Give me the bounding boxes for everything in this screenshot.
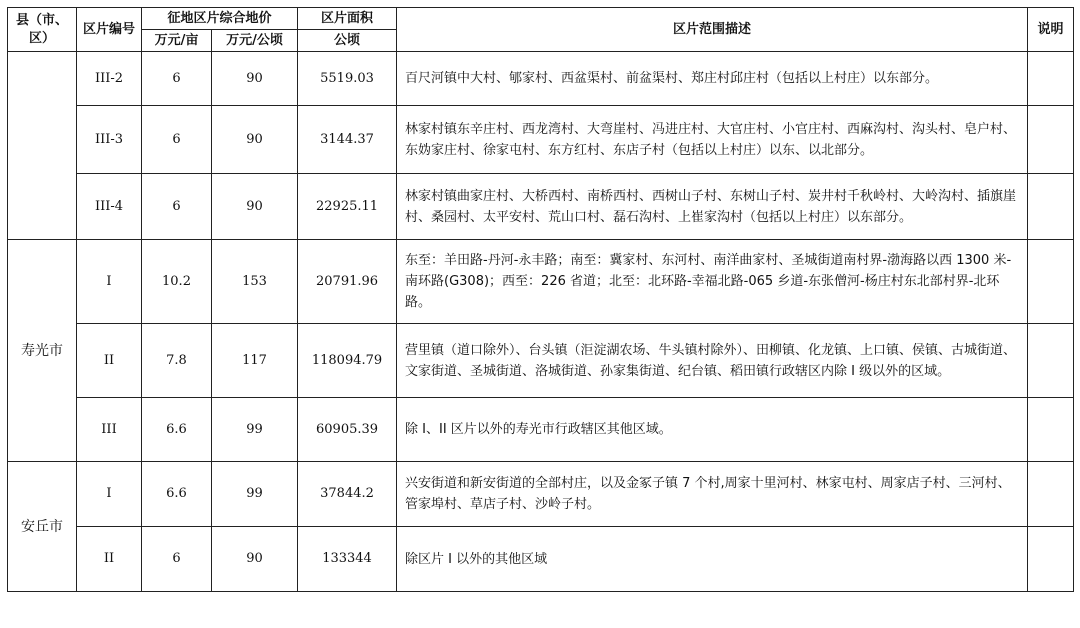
price-ha-cell: 153 — [212, 240, 298, 324]
note-cell — [1028, 462, 1074, 527]
price-mu-cell: 7.8 — [142, 324, 212, 398]
zone-cell: II — [77, 324, 142, 398]
note-cell — [1028, 527, 1074, 592]
description-cell: 除区片 I 以外的其他区域 — [397, 527, 1028, 592]
area-cell: 3144.37 — [298, 106, 397, 174]
description-cell: 东至：羊田路-丹河-永丰路；南至：冀家村、东河村、南洋曲家村、圣城街道南村界-渤海路以西 1300 米-南环路(G308)；西至：226 省道；北至：北环路-幸福北路-065 乡道-东张僧河-杨庄村东北部村界-北环路。 — [397, 240, 1028, 324]
table-row — [8, 52, 1074, 106]
price-ha-cell: 90 — [212, 106, 298, 174]
header-row-1 — [8, 8, 1074, 30]
county-cell — [8, 52, 77, 240]
description-cell: 兴安街道和新安街道的全部村庄，以及金冢子镇 7 个村,周家十里河村、林家屯村、周家店子村、三河村、管家埠村、草店子村、沙岭子村。 — [397, 462, 1028, 527]
price-ha-cell: 90 — [212, 174, 298, 240]
zone-cell: I — [77, 240, 142, 324]
note-cell — [1028, 398, 1074, 462]
price-per-hectare-header: 万元/公顷 — [212, 30, 298, 52]
description-cell: 林家村镇东辛庄村、西龙湾村、大弯崖村、冯进庄村、大官庄村、小官庄村、西麻沟村、沟头村、皂户村、东妫家庄村、徐家屯村、东方红村、东店子村（包括以上村庄）以东、以北部分。 — [397, 106, 1028, 174]
description-header: 区片范围描述 — [397, 8, 1028, 52]
zone-cell: III-4 — [77, 174, 142, 240]
price-ha-cell: 90 — [212, 52, 298, 106]
price-ha-cell: 90 — [212, 527, 298, 592]
description-cell: 营里镇（道口除外）、台头镇（洰淀湖农场、牛头镇村除外）、田柳镇、化龙镇、上口镇、侯镇、古城街道、文家街道、圣城街道、洛城街道、孙家集街道、纪台镇、稻田镇行政辖区内除 I 级以外的区域。 — [397, 324, 1028, 398]
price-mu-cell: 6.6 — [142, 462, 212, 527]
note-cell — [1028, 106, 1074, 174]
price-per-mu-header: 万元/亩 — [142, 30, 212, 52]
area-cell: 5519.03 — [298, 52, 397, 106]
county-cell: 安丘市 — [8, 462, 77, 592]
price-mu-cell: 6 — [142, 52, 212, 106]
note-cell — [1028, 52, 1074, 106]
area-cell: 133344 — [298, 527, 397, 592]
note-cell — [1028, 324, 1074, 398]
price-ha-cell: 117 — [212, 324, 298, 398]
zone-cell: III — [77, 398, 142, 462]
price-ha-cell: 99 — [212, 462, 298, 527]
description-cell: 林家村镇曲家庄村、大桥西村、南桥西村、西树山子村、东树山子村、炭井村千秋岭村、大岭沟村、插旗崖村、桑园村、太平安村、荒山口村、磊石沟村、上崔家沟村（包括以上村庄）以东部分。 — [397, 174, 1028, 240]
county-cell: 寿光市 — [8, 240, 77, 462]
zone-cell: III-2 — [77, 52, 142, 106]
description-cell: 百尺河镇中大村、郇家村、西盆渠村、前盆渠村、郑庄村邱庄村（包括以上村庄）以东部分。 — [397, 52, 1028, 106]
price-mu-cell: 10.2 — [142, 240, 212, 324]
note-cell — [1028, 174, 1074, 240]
price-ha-cell: 99 — [212, 398, 298, 462]
table-row — [8, 106, 1074, 174]
land-price-table — [7, 7, 1074, 592]
table-row — [8, 240, 1074, 324]
area-cell: 37844.2 — [298, 462, 397, 527]
area-header: 区片面积 — [298, 8, 397, 30]
zone-cell: III-3 — [77, 106, 142, 174]
price-mu-cell: 6 — [142, 527, 212, 592]
price-group-header: 征地区片综合地价 — [142, 8, 298, 30]
zone-cell: I — [77, 462, 142, 527]
area-cell: 60905.39 — [298, 398, 397, 462]
table-row — [8, 527, 1074, 592]
description-cell: 除 I、II 区片以外的寿光市行政辖区其他区域。 — [397, 398, 1028, 462]
note-cell — [1028, 240, 1074, 324]
area-cell: 118094.79 — [298, 324, 397, 398]
table-row — [8, 174, 1074, 240]
note-header: 说明 — [1028, 8, 1074, 52]
area-cell: 20791.96 — [298, 240, 397, 324]
zone-cell: II — [77, 527, 142, 592]
area-cell: 22925.11 — [298, 174, 397, 240]
price-mu-cell: 6 — [142, 106, 212, 174]
price-mu-cell: 6 — [142, 174, 212, 240]
table-row — [8, 462, 1074, 527]
area-unit-header: 公顷 — [298, 30, 397, 52]
zone-number-header: 区片编号 — [77, 8, 142, 52]
price-mu-cell: 6.6 — [142, 398, 212, 462]
table-row — [8, 398, 1074, 462]
county-header: 县（市、区） — [8, 8, 77, 52]
table-row — [8, 324, 1074, 398]
